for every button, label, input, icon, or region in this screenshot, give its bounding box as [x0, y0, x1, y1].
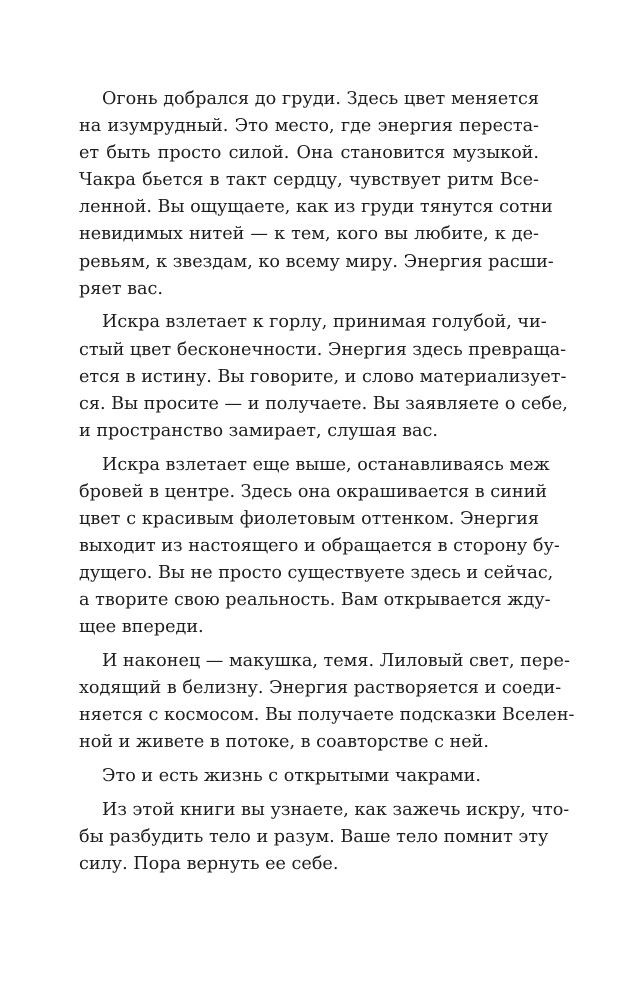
text-line: бровей в центре. Здесь она окрашивается в синий	[79, 481, 548, 502]
text-line: ной и живете в потоке, в соавторстве с ней.	[79, 732, 489, 753]
text-line: ется в истину. Вы говорите, и слово материализует-	[79, 366, 567, 387]
page-body	[79, 86, 575, 885]
text-line: цвет с красивым фиолетовым оттенком. Энергия	[79, 508, 539, 529]
text-line: выходит из настоящего и обращается в сторону бу-	[79, 535, 560, 556]
text-line: щее впереди.	[79, 617, 204, 638]
text-line: на изумрудный. Это место, где энергия переста-	[79, 116, 539, 137]
text-line: Это и есть жизнь с открытыми чакрами.	[102, 766, 481, 786]
text-line: бы разбудить тело и разум. Ваше тело помнит эту	[79, 826, 549, 847]
text-line: Огонь добрался до груди. Здесь цвет меняется	[102, 89, 539, 109]
text-line: ревьям, к звездам, ко всему миру. Энергия расши-	[79, 251, 554, 272]
paragraph-4	[79, 648, 575, 756]
text-line: Чакра бьется в такт сердцу, чувствует ритм Все-	[79, 170, 539, 191]
text-line: ся. Вы просите — и получаете. Вы заявляете о себе,	[79, 393, 568, 414]
paragraph-3	[79, 452, 560, 642]
text-line: невидимых нитей — к тем, кого вы любите, к де-	[79, 224, 539, 245]
text-line: Из этой книги вы узнаете, как зажечь искру, что-	[102, 799, 570, 820]
text-line: а творите свою реальность. Вам открывается жду-	[79, 590, 551, 611]
paragraph-2	[79, 309, 568, 444]
text-line: Искра взлетает еще выше, останавливаясь меж	[102, 454, 550, 475]
text-line: стый цвет бесконечности. Энергия здесь превраща-	[79, 339, 567, 360]
text-line: Искра взлетает к горлу, принимая голубой, чи-	[102, 312, 547, 333]
text-line: ленной. Вы ощущаете, как из груди тянутся сотни	[79, 197, 553, 218]
text-line: ряет вас.	[79, 278, 163, 299]
text-line: няется с космосом. Вы получаете подсказки Вселен-	[79, 705, 575, 726]
paragraph-6	[79, 797, 570, 878]
text-line: силу. Пора вернуть ее себе.	[79, 853, 339, 874]
paragraph-1	[79, 86, 554, 303]
text-line: И наконец — макушка, темя. Лиловый свет, пере-	[102, 650, 570, 671]
text-line: и пространство замирает, слушая вас.	[79, 420, 438, 441]
text-line: ходящий в белизну. Энергия растворяется и соеди-	[79, 678, 562, 699]
paragraph-5	[79, 763, 539, 790]
text-line: дущего. Вы не просто существуете здесь и сейчас,	[79, 562, 554, 583]
text-line: ет быть просто силой. Она становится музыкой.	[79, 143, 539, 164]
